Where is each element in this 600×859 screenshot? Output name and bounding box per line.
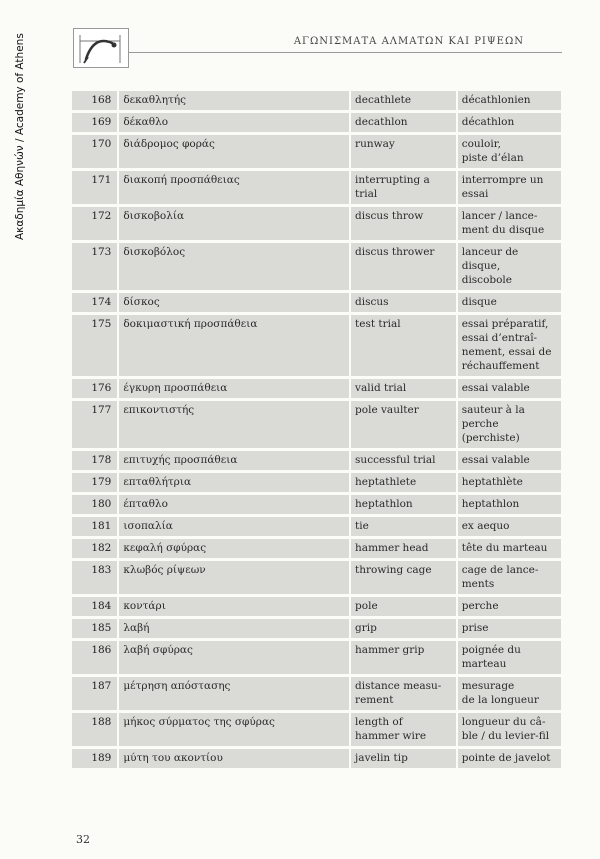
french-term: poignée du marteau	[458, 641, 561, 674]
high-jump-logo	[73, 28, 129, 68]
table-row	[72, 207, 561, 240]
term-number: 174	[72, 293, 119, 312]
term-number: 173	[72, 243, 119, 290]
table-row	[72, 561, 561, 594]
french-term: interrompre un essai	[458, 171, 561, 204]
french-term: disque	[458, 293, 561, 312]
english-term: successful trial	[351, 451, 458, 470]
greek-term: έγκυρη προσπάθεια	[119, 379, 351, 398]
english-term: grip	[351, 619, 458, 638]
header-rule	[128, 52, 562, 53]
english-term: discus thrower	[351, 243, 458, 290]
french-term: heptathlon	[458, 495, 561, 514]
french-term: lanceur de disque, discobole	[458, 243, 561, 290]
french-term: sauteur à la perche (perchiste)	[458, 401, 561, 448]
greek-term: δισκοβόλος	[119, 243, 351, 290]
table-row	[72, 517, 561, 536]
table-row	[72, 315, 561, 376]
greek-term: διακοπή προσπάθειας	[119, 171, 351, 204]
table-row	[72, 171, 561, 204]
term-number: 182	[72, 539, 119, 558]
english-term: test trial	[351, 315, 458, 376]
term-number: 188	[72, 713, 119, 746]
term-number: 172	[72, 207, 119, 240]
term-number: 185	[72, 619, 119, 638]
terms-table	[72, 88, 561, 771]
english-term: decathlon	[351, 113, 458, 132]
french-term: essai valable	[458, 451, 561, 470]
term-number: 168	[72, 91, 119, 110]
french-term: perche	[458, 597, 561, 616]
term-number: 180	[72, 495, 119, 514]
term-number: 171	[72, 171, 119, 204]
table-row	[72, 619, 561, 638]
table-row	[72, 293, 561, 312]
english-term: javelin tip	[351, 749, 458, 768]
term-number: 170	[72, 135, 119, 168]
greek-term: δεκαθλητής	[119, 91, 351, 110]
french-term: couloir, piste d’élan	[458, 135, 561, 168]
french-term: prise	[458, 619, 561, 638]
english-term: decathlete	[351, 91, 458, 110]
table-row	[72, 641, 561, 674]
term-number: 181	[72, 517, 119, 536]
french-term: lancer / lance- ment du disque	[458, 207, 561, 240]
greek-term: δισκοβολία	[119, 207, 351, 240]
term-number: 169	[72, 113, 119, 132]
term-number: 186	[72, 641, 119, 674]
table-row	[72, 243, 561, 290]
french-term: décathlonien	[458, 91, 561, 110]
greek-term: διάδρομος φοράς	[119, 135, 351, 168]
table-row	[72, 495, 561, 514]
french-term: essai préparatif, essai d’entraî- nement, essai de réchauffement	[458, 315, 561, 376]
greek-term: μήκος σύρματος της σφύρας	[119, 713, 351, 746]
table-row	[72, 379, 561, 398]
term-number: 183	[72, 561, 119, 594]
term-number: 176	[72, 379, 119, 398]
term-number: 175	[72, 315, 119, 376]
greek-term: λαβή σφύρας	[119, 641, 351, 674]
term-number: 179	[72, 473, 119, 492]
table-row	[72, 113, 561, 132]
table-row	[72, 713, 561, 746]
term-number: 184	[72, 597, 119, 616]
english-term: heptathlete	[351, 473, 458, 492]
english-term: pole vaulter	[351, 401, 458, 448]
french-term: mesurage de la longueur	[458, 677, 561, 710]
english-term: interrupting a trial	[351, 171, 458, 204]
term-number: 178	[72, 451, 119, 470]
greek-term: λαβή	[119, 619, 351, 638]
table-row	[72, 473, 561, 492]
english-term: length of hammer wire	[351, 713, 458, 746]
french-term: longueur du câ- ble / du levier-fil	[458, 713, 561, 746]
term-number: 177	[72, 401, 119, 448]
french-term: ex aequo	[458, 517, 561, 536]
french-term: pointe de javelot	[458, 749, 561, 768]
term-number: 189	[72, 749, 119, 768]
french-term: cage de lance- ments	[458, 561, 561, 594]
english-term: discus throw	[351, 207, 458, 240]
table-row	[72, 91, 561, 110]
term-number: 187	[72, 677, 119, 710]
greek-term: επικοντιστής	[119, 401, 351, 448]
table-row	[72, 677, 561, 710]
english-term: heptathlon	[351, 495, 458, 514]
greek-term: ισοπαλία	[119, 517, 351, 536]
header-title: ΑΓΩΝΙΣΜΑΤΑ ΑΛΜΑΤΩΝ ΚΑΙ ΡΙΨΕΩΝ	[293, 36, 524, 47]
english-term: runway	[351, 135, 458, 168]
table-row	[72, 539, 561, 558]
english-term: pole	[351, 597, 458, 616]
greek-term: δίσκος	[119, 293, 351, 312]
greek-term: δέκαθλο	[119, 113, 351, 132]
greek-term: έπταθλο	[119, 495, 351, 514]
table-row	[72, 749, 561, 768]
greek-term: δοκιμαστική προσπάθεια	[119, 315, 351, 376]
english-term: hammer head	[351, 539, 458, 558]
greek-term: κεφαλή σφύρας	[119, 539, 351, 558]
english-term: tie	[351, 517, 458, 536]
greek-term: κοντάρι	[119, 597, 351, 616]
high-jumper-icon	[74, 29, 128, 67]
table-row	[72, 401, 561, 448]
table-row	[72, 597, 561, 616]
greek-term: μέτρηση απόστασης	[119, 677, 351, 710]
greek-term: κλωβός ρίψεων	[119, 561, 351, 594]
greek-term: επιτυχής προσπάθεια	[119, 451, 351, 470]
english-term: valid trial	[351, 379, 458, 398]
table-row	[72, 135, 561, 168]
greek-term: επταθλήτρια	[119, 473, 351, 492]
english-term: discus	[351, 293, 458, 312]
english-term: distance measu- rement	[351, 677, 458, 710]
french-term: heptathlète	[458, 473, 561, 492]
page-number: 32	[76, 833, 90, 846]
french-term: essai valable	[458, 379, 561, 398]
english-term: hammer grip	[351, 641, 458, 674]
english-term: throwing cage	[351, 561, 458, 594]
greek-term: μύτη του ακοντίου	[119, 749, 351, 768]
french-term: tête du marteau	[458, 539, 561, 558]
table-row	[72, 451, 561, 470]
french-term: décathlon	[458, 113, 561, 132]
side-label: Ακαδημία Αθηνών / Academy of Athens	[14, 33, 26, 240]
